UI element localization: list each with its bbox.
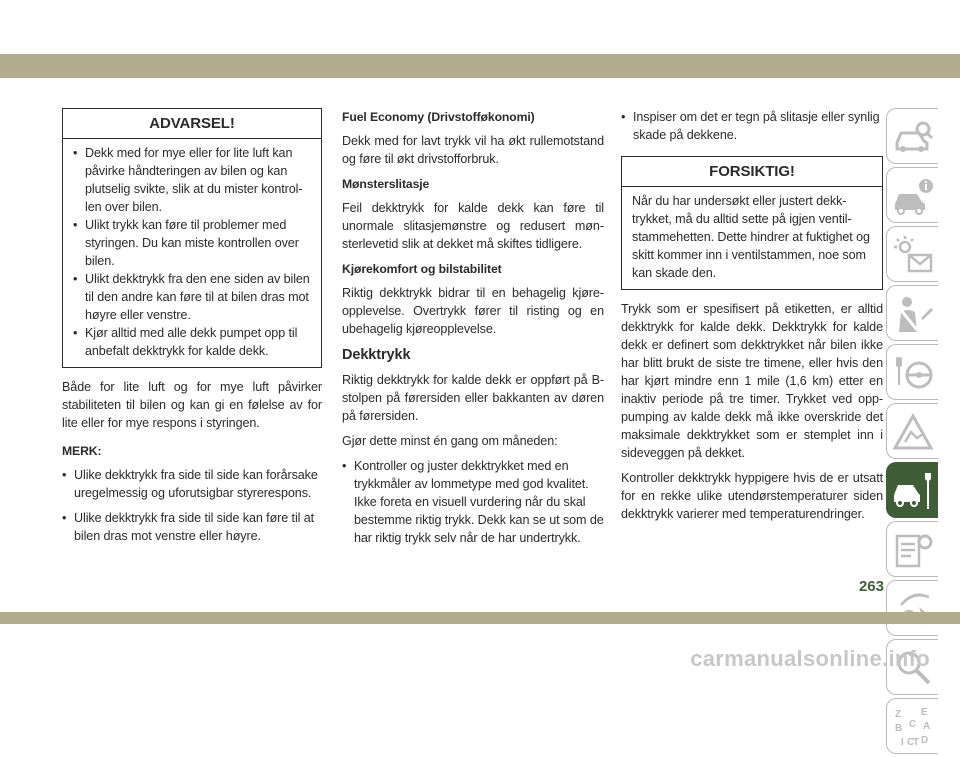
tab-warning-lights[interactable]: [886, 226, 938, 282]
list-gear-icon: [891, 528, 935, 572]
index-letter: D: [921, 735, 929, 746]
car-wrench-icon: [891, 469, 935, 513]
warning-box: [62, 108, 322, 368]
warning-item: • Kjør alltid med alle dekk pumpet opp til anbefalt dekktrykk for kalde dekk.: [73, 324, 311, 360]
bottom-band: [0, 612, 960, 624]
tread-wear-text: Feil dekktrykk for kalde dekk kan føre til unormale slitasjemønstre og redusert mønsterlevetid slik at dekket må skiftes tidligere.: [342, 201, 604, 251]
index-letter: I: [901, 737, 904, 748]
tire-pressure-text: Riktig dekktrykk for kalde dekk er oppført på B-stolpen på førersiden eller bakkanten av døren på førersiden.: [342, 373, 604, 423]
car-search-icon: [891, 115, 935, 159]
warning-item: • Ulikt trykk kan føre til problemer med styringen. Du kan miste kontrollen over bilen.: [73, 216, 311, 270]
column-2: [342, 108, 604, 547]
music-navigation-icon: [891, 587, 935, 631]
warning-item: • Ulikt dekktrykk fra den ene siden av bilen til den andre kan føre til at bilen dras mot høyre eller venstre.: [73, 270, 311, 324]
index-letter: C: [909, 719, 917, 730]
note-item: • Ulike dekktrykk fra side til side kan forårsake uregelmessig og uforutsigbar styrerespons.: [62, 466, 322, 502]
fuel-economy-text: Dekk med for lavt trykk vil ha økt rullemotstand og føre til økt drivstofforbruk.: [342, 134, 604, 166]
index-letter: A: [923, 721, 931, 732]
top-band: [0, 54, 960, 78]
index-letter: Z: [895, 709, 902, 720]
temperature-paragraph: Kontroller dekktrykk hyppigere hvis de er utsatt for en rekke ulike utendørstemperaturer siden dekktrykk varierer med temperaturendringer.: [621, 471, 883, 521]
monthly-item: • Kontroller og juster dekktrykket med en trykkmåler av lommetype med god kvalitet. Ikke foreta en visuell vurdering når du skal bestemme riktig trykk. Dekk kan se ut som de har riktig trykk selv når de har undertrykk.: [342, 457, 604, 547]
warning-item: • Dekk med for mye eller for lite luft kan påvirke håndteringen av bilen og kan plutselig svikte, slik at du mister kontrollen over bilen.: [73, 144, 311, 216]
tab-emergency[interactable]: [886, 403, 938, 459]
index-letter: T: [913, 737, 920, 748]
ride-comfort-heading: Kjørekomfort og bilstabilitet: [342, 262, 502, 276]
emergency-triangle-icon: [891, 410, 935, 454]
fuel-economy-heading: Fuel Economy (Drivstofføkonomi): [342, 110, 535, 124]
caution-text: Når du har undersøkt eller justert dekktrykket, må du alltid sette på igjen ventilstammehetten. Dette hindrer at fuktighet og skitt kommer inn i ventilstammen, noe som kan skade den.: [632, 194, 870, 280]
index-letter: C: [907, 737, 915, 748]
index-letter: E: [921, 707, 928, 718]
caution-title: FORSIKTIG!: [622, 157, 882, 187]
tab-starting-operating[interactable]: [886, 344, 938, 400]
column-1: [62, 108, 322, 552]
warning-list: [73, 144, 311, 360]
car-info-icon: [891, 174, 935, 218]
note-item: • Ulike dekktrykk fra side til side kan føre til at bilen dras mot venstre eller høyre.: [62, 509, 322, 545]
index-letter: B: [895, 723, 903, 734]
ride-comfort-text: Riktig dekktrykk bidrar til en behagelig kjøreopplevelse. Overtrykk fører til risting og en ubehagelig kjøreopplevelse.: [342, 286, 604, 336]
column-3: [621, 108, 883, 530]
tab-index[interactable]: [886, 698, 938, 754]
tab-servicing-maintenance[interactable]: [886, 462, 938, 518]
alphabet-index-icon: [891, 705, 935, 749]
watermark: carmanualsonline.info: [690, 646, 930, 671]
tire-pressure-heading: Dekktrykk: [342, 347, 411, 363]
tab-multimedia[interactable]: [886, 580, 938, 636]
note-list: [62, 466, 322, 545]
warning-title: ADVARSEL!: [63, 109, 321, 139]
monthly-list: [342, 457, 604, 547]
note-heading: MERK:: [62, 444, 102, 458]
tab-car-info[interactable]: [886, 167, 938, 223]
inspect-item: • Inspiser om det er tegn på slitasje eller synlig skade på dekkene.: [621, 108, 883, 144]
key-wheel-icon: [891, 351, 935, 395]
tab-technical-specifications[interactable]: [886, 521, 938, 577]
caution-box: [621, 156, 883, 290]
cold-pressure-paragraph: Trykk som er spesifisert på etiketten, er alltid dekktrykk for kalde dekk. Dekktrykk for kalde dekk er definert som dekktrykket når bilen ikke har blitt brukt de siste tre timene, eller hvis den har kjørt mindre enn 1 mile (1,6 km) etter en inaktiv periode på tre timer. Trykket ved opp-pumping av kalde dekk må ikke overskride det maksimale dekktrykket som er stemplet inn i sideveggen på dekket.: [621, 302, 883, 460]
tread-wear-heading: Mønsterslitasje: [342, 177, 430, 191]
light-envelope-icon: [891, 233, 935, 277]
tab-safety[interactable]: [886, 285, 938, 341]
page-number: 263: [858, 578, 884, 595]
monthly-intro: Gjør dette minst én gang om måneden:: [342, 434, 558, 448]
stability-paragraph: Både for lite luft og for mye luft påvirker stabiliteten til bilen og kan gi en følelse av for lite eller for mye respons i styringen.: [62, 380, 322, 430]
tab-car-overview[interactable]: [886, 108, 938, 164]
inspect-list: [621, 108, 883, 144]
seat-belt-icon: [891, 292, 935, 336]
